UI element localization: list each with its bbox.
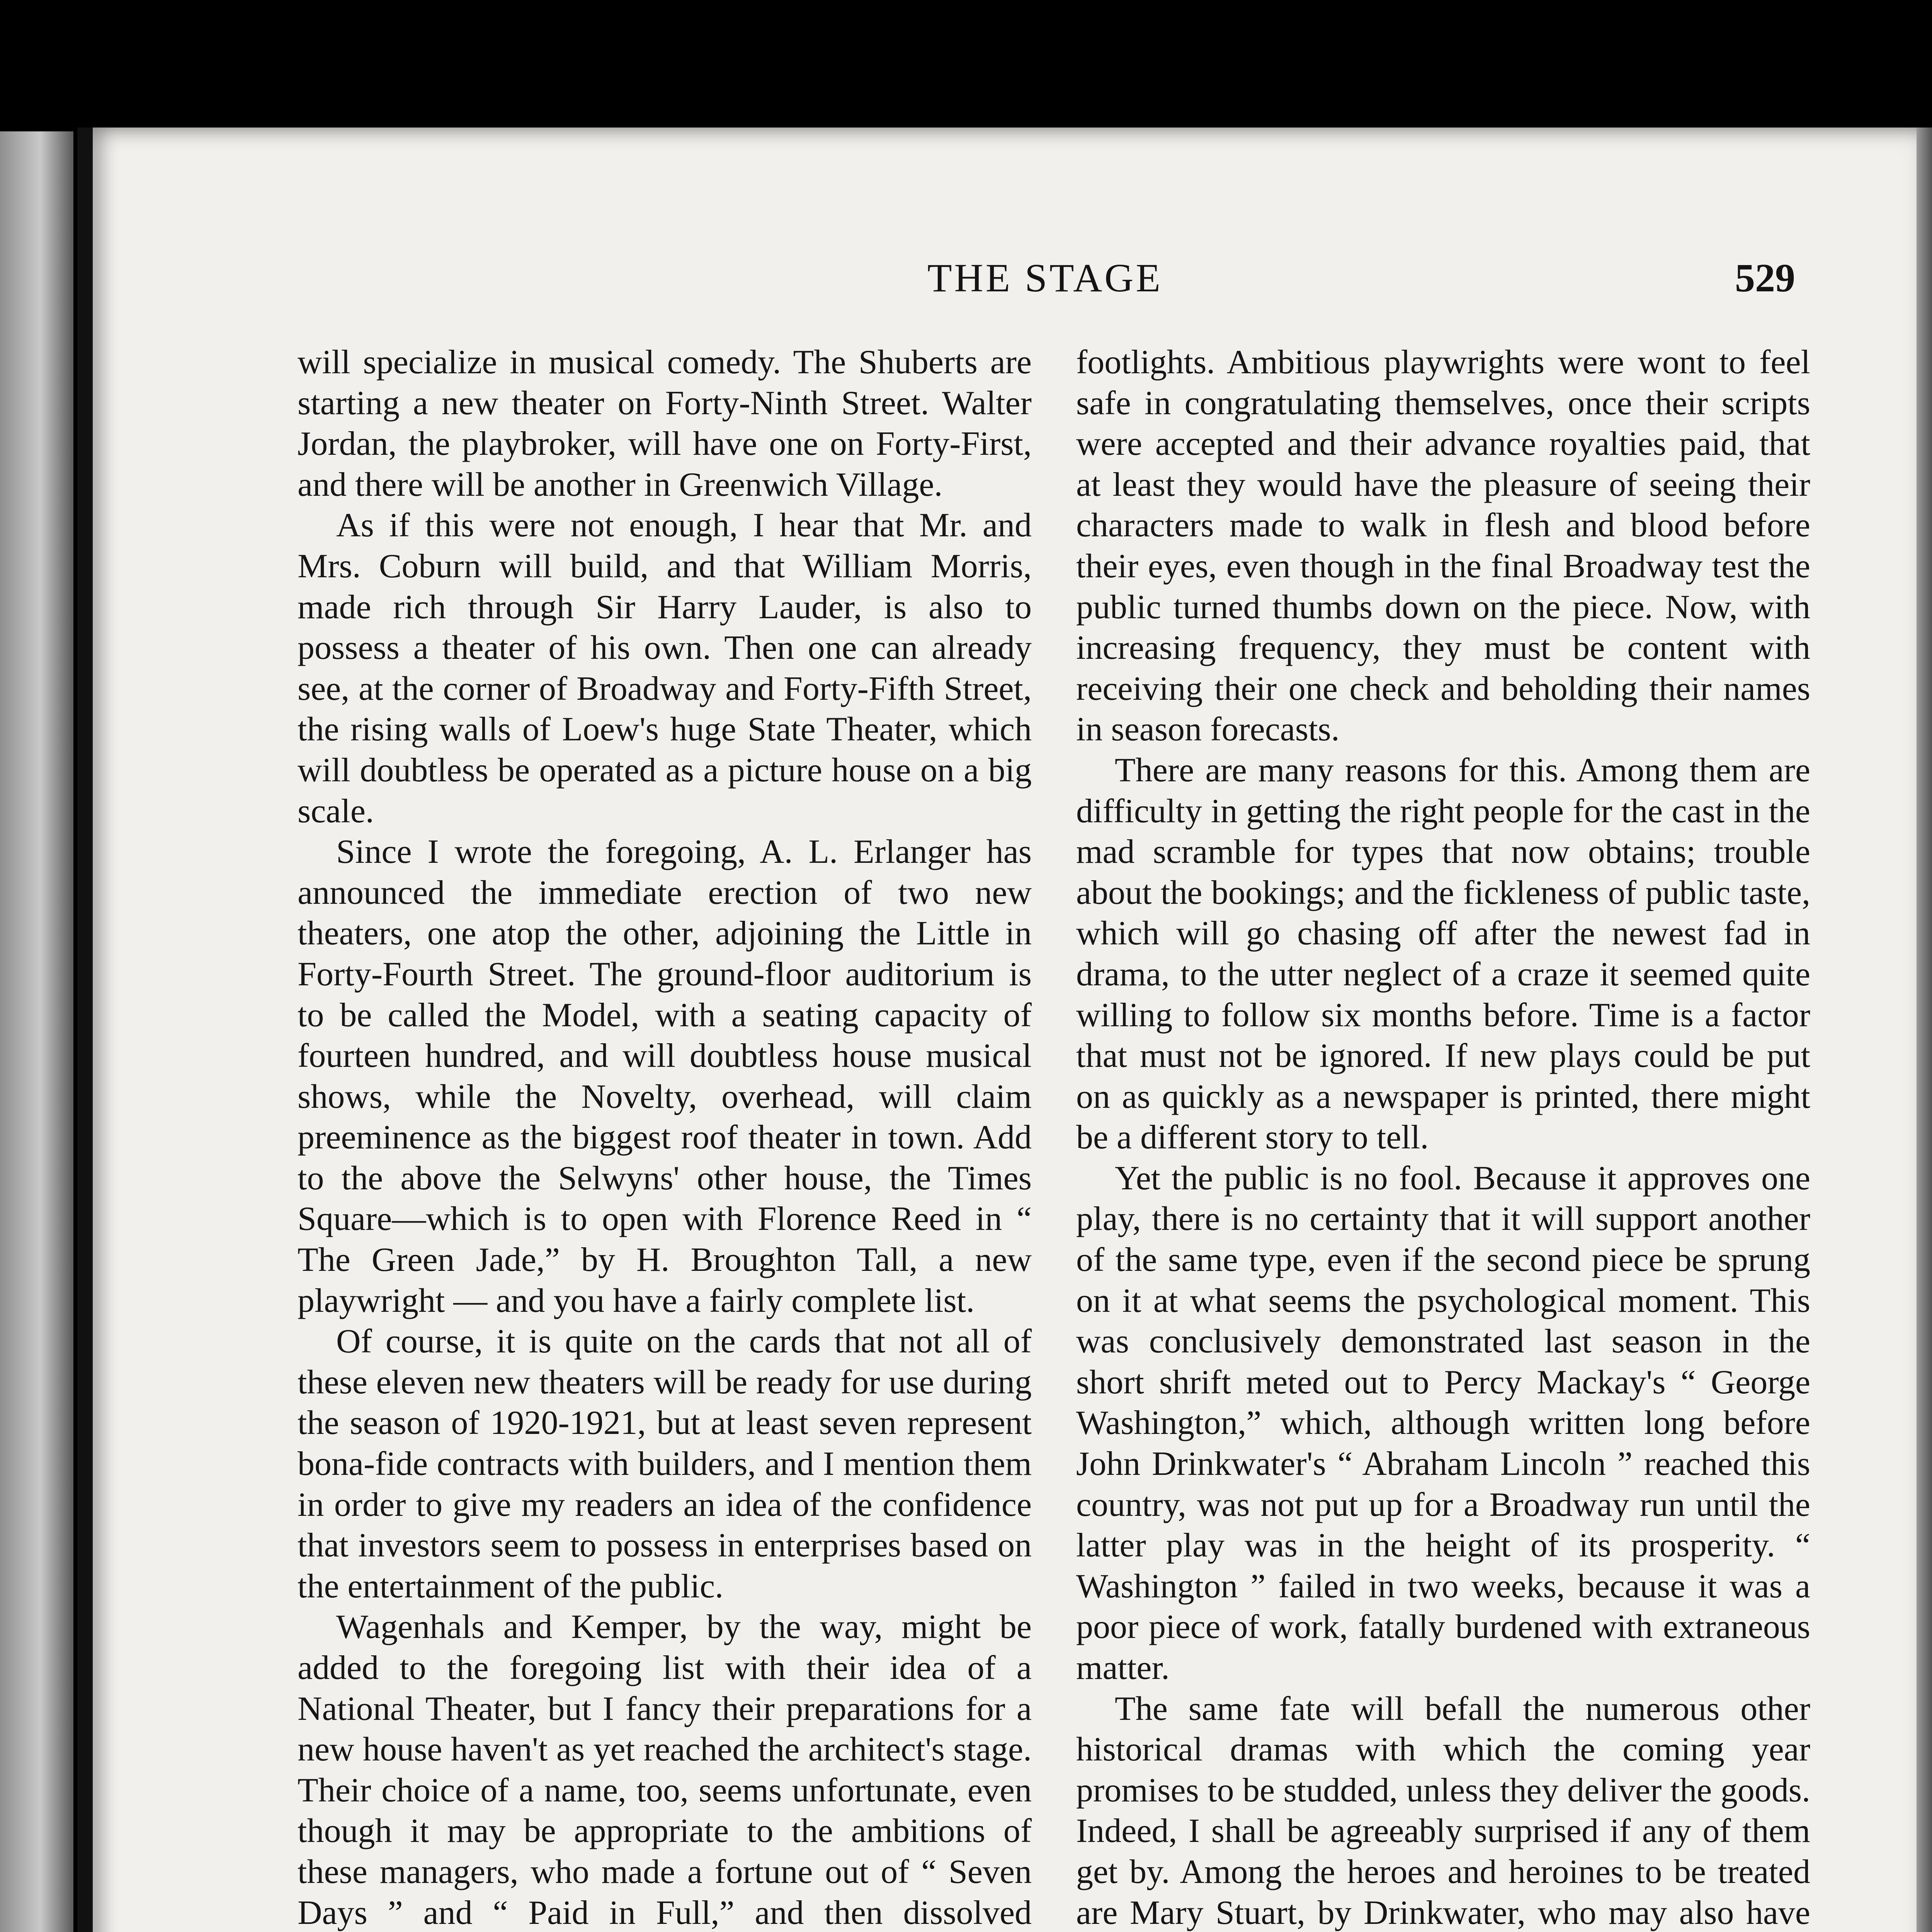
paragraph: There are many reasons for this. Among them are difficulty in getting the right people for the cast in the mad scramble for types that now obtains; trouble about the bookings; and the fickleness of public taste, which will go chasing off after the newest fad in drama, to the utter neglect of a craze it seemed quite willing to follow six months before. Time is a factor that must not be ignored. If new plays could be put on as quickly as a newspaper is printed, there might be a different story to tell. [1076,751,1810,1156]
page-stack-edge [1917,128,1932,1932]
paragraph: Wagenhals and Kemper, by the way, might be added to the foregoing list with their idea of a National Theater, but I fancy their preparations for a new house haven't as yet reached the architect's stage. Their choice of a name, too, seems unfortunate, even though it may be appropriate to the ambitions of these managers, who made a fortune out of “ Seven Days ” and “ Paid in Full,” and then dissolved [298,1608,1032,1932]
text-column-left [298,342,1032,1932]
running-head: THE STAGE [927,256,1163,300]
paragraph: Of course, it is quite on the cards that not all of these eleven new theaters will be ready for use during the season of 1920-1921, but at least seven represent bona-fide contracts with builders, and I mention them in order to give my readers an idea of the confidence that investors seem to possess in enterprises based on the entertainment of the public. [298,1323,1032,1605]
paragraph: As if this were not enough, I hear that Mr. and Mrs. Coburn will build, and that William Morris, made rich through Sir Harry Lauder, is also to possess a theater of his own. Then one can already see, at the corner of Broadway and Forty-Fifth Street, the rising walls of Loew's huge State Theater, which will doubtless be operated as a picture house on a big scale. [298,507,1032,830]
paragraph: Yet the public is no fool. Because it approves one play, there is no certainty that it will support another of the same type, even if the second piece be sprung on it at what seems the psychological moment. This was conclusively demonstrated last season in the short shrift meted out to Percy Mackay's “ George Washington,” which, although written long before John Drinkwater's “ Abraham Lincoln ” reached this country, was not put up for a Broadway run until the latter play was in the height of its prosperity. “ Washington ” failed in two weeks, because it was a poor piece of work, fatally burdened with extraneous matter. [1076,1159,1810,1687]
page-number: 529 [1735,256,1795,300]
facing-page-edge [0,131,73,1932]
paragraph: The same fate will befall the numerous other historical dramas with which the coming year promises to be studded, unless they deliver the goods. Indeed, I shall be agreeably surprised if any of them get by. Among the heroes and heroines to be treated are Mary Stuart, by Drinkwater, who may also have [1076,1690,1810,1932]
book-gutter [77,128,93,1932]
text-column-right [1076,342,1810,1932]
paragraph: will specialize in musical comedy. The Shuberts are starting a new theater on Forty-Ninth Street. Walter Jordan, the playbroker, will have one on Forty-First, and there will be another in Greenwich Village. [298,344,1032,503]
paragraph: footlights. Ambitious playwrights were wont to feel safe in congratulating themselves, once their scripts were accepted and their advance royalties paid, that at least they would have the pleasure of seeing their characters made to walk in flesh and blood before their eyes, even though in the final Broadway test the public turned thumbs down on the piece. Now, with increasing frequency, they must be content with receiving their one check and beholding their names in season forecasts. [1076,344,1810,748]
paragraph: Since I wrote the foregoing, A. L. Erlanger has announced the immediate erection of two new theaters, one atop the other, adjoining the Little in Forty-Fourth Street. The ground-floor auditorium is to be called the Model, with a seating capacity of fourteen hundred, and will doubtless house musical shows, while the Novelty, overhead, will claim preeminence as the biggest roof theater in town. Add to the above the Selwyns' other house, the Times Square—which is to open with Florence Reed in “ The Green Jade,” by H. Broughton Tall, a new playwright — and you have a fairly complete list. [298,833,1032,1320]
